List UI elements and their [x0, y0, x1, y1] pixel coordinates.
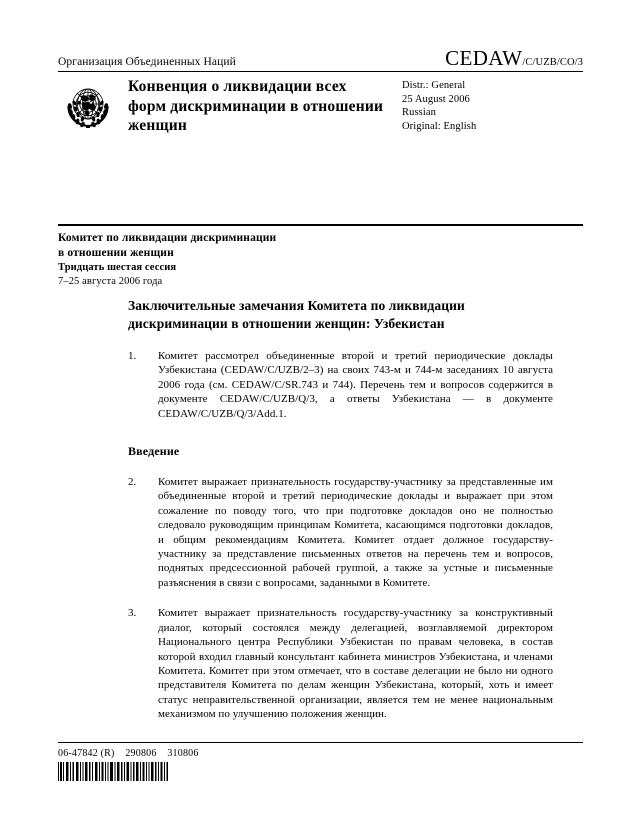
paragraph-3	[128, 606, 553, 721]
distribution-block	[402, 77, 572, 133]
masthead	[58, 46, 583, 134]
footer-divider	[58, 742, 583, 743]
barcode-icon	[58, 762, 170, 781]
document-content	[128, 297, 553, 722]
introduction-heading: Введение	[128, 444, 180, 459]
paragraph-2-text: Комитет выражает признательность государству-участнику за представленные им объединенные второй и третий периодические доклады и выражает при этом сожаление по поводу того, что при подготовке докладов оно не полностью следовало руководящим принципам Комитета, касающимся подготовки докладов, и общим рекомендациям Комитета. Комитет отдает должное государству-участнику за представление письменных ответов на перечень тем и вопросов, поднятых предсессионной рабочей группой, а также за устные и письменные разъяснения в связи с вопросами, заданными в Комитете.	[158, 476, 553, 589]
section-divider	[58, 224, 583, 226]
paragraph-3-number: 3.	[128, 607, 137, 620]
masthead-body-row	[58, 77, 583, 136]
organization-name: Организация Объединенных Наций	[58, 56, 236, 68]
document-symbol-suffix: /C/UZB/CO/3	[522, 57, 583, 68]
distribution-type: Distr.: General	[402, 80, 466, 91]
distribution-date: 25 August 2006	[402, 93, 470, 105]
committee-block	[58, 231, 418, 289]
footer	[58, 747, 583, 781]
masthead-top-row	[58, 47, 583, 69]
paragraph-2	[128, 475, 553, 590]
committee-name-line2: в отношении женщин	[58, 246, 174, 259]
paragraph-1	[128, 349, 553, 421]
paragraph-1-text: Комитет рассмотрел объединенные второй и третий периодические доклады Узбекистана (CEDAW/C/UZB/2–3) на своих 743-м и 744-м заседаниях 10 августа 2006 года (см. CEDAW/C/SR.743 и 744). Перечень тем и вопросов содержится в документе CEDAW/C/UZB/Q/3, а ответы Узбекистана — в документе CEDAW/C/UZB/Q/3/Add.1.	[158, 350, 553, 420]
document-symbol-main: CEDAW	[445, 46, 523, 70]
un-emblem-icon	[58, 79, 118, 135]
committee-session: Тридцать шестая сессия	[58, 262, 177, 273]
paragraph-3-text: Комитет выражает признательность государству-участнику за конструктивный диалог, который состоялся между делегацией, возглавляемой директором Национального центра Республики Узбекистан по правам человека, в состав которой входил главный консультант кабинета министров Узбекистана, и членами Комитета. Комитет при этом отмечает, что в составе делегации не было ни одного представителя Комитета по делам женщин Узбекистана, который, хоть и имеет статус неправительственной организации, является тем не менее национальным механизмом по улучшению положения женщин.	[158, 607, 553, 721]
page-title: Заключительные замечания Комитета по ликвидации дискриминации в отношении женщин: Узбекистан	[128, 298, 465, 331]
distribution-original: Original: English	[402, 120, 477, 132]
paragraph-2-number: 2.	[128, 476, 137, 489]
document-symbol	[445, 47, 583, 69]
paragraph-1-number: 1.	[128, 350, 137, 362]
committee-dates: 7–25 августа 2006 года	[58, 276, 163, 287]
committee-name-line1: Комитет по ликвидации дискриминации	[58, 232, 277, 244]
convention-title: Конвенция о ликвидации всех форм дискриминации в отношении женщин	[128, 78, 384, 134]
masthead-divider	[58, 71, 583, 72]
distribution-language: Russian	[402, 107, 436, 119]
job-number: 06-47842 (R) 290806 310806	[58, 748, 199, 759]
